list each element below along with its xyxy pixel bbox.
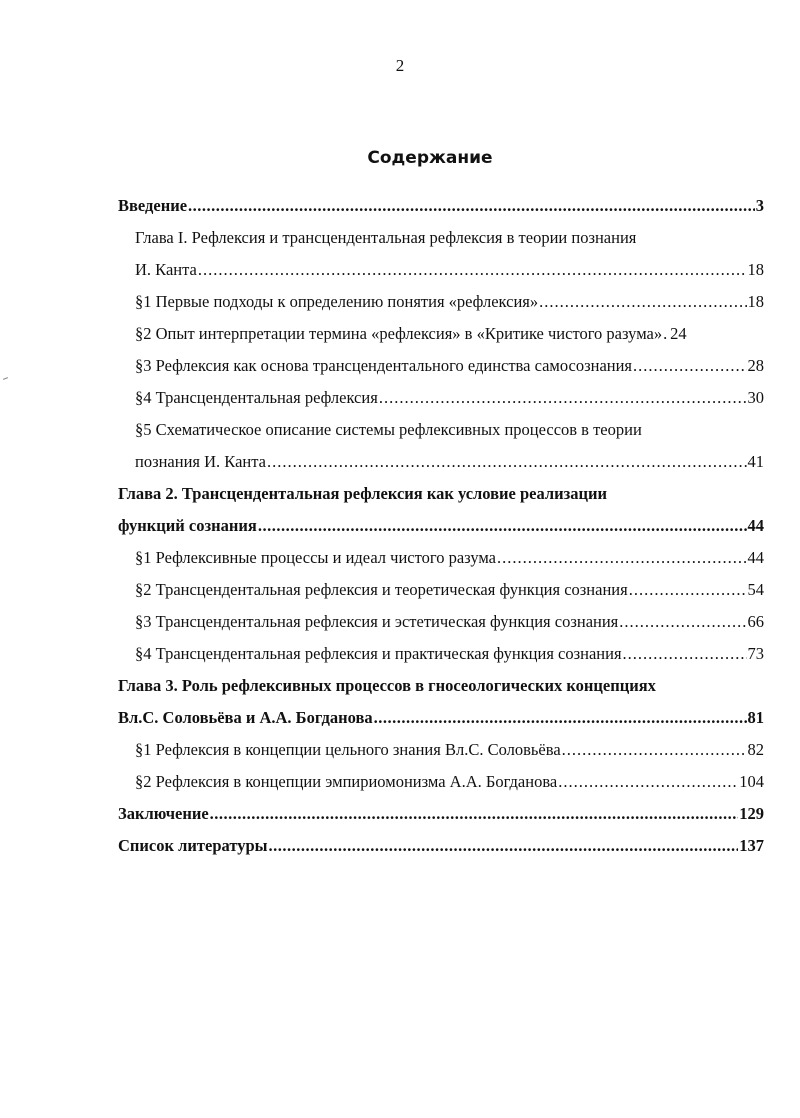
leader-dots: [623, 642, 747, 666]
toc-entry-text: §1 Рефлексия в концепции цельного знания Вл.С. Соловьёва: [135, 740, 561, 759]
leader-dots: [267, 450, 747, 474]
toc-entry-text: §3 Трансцендентальная рефлексия и эстетическая функция сознания: [135, 612, 619, 631]
toc-entry-text: Глава 2. Трансцендентальная рефлексия как условие реализации: [118, 484, 608, 503]
toc-entry-text: познания И. Канта: [135, 452, 266, 471]
toc-entry-ch1-s1[interactable]: [118, 290, 764, 322]
toc-entry-text: Глава I. Рефлексия и трансцендентальная рефлексия в теории познания: [135, 228, 637, 247]
toc-entry-chapter-1-cont[interactable]: [118, 258, 764, 290]
leader-dots: [539, 290, 746, 314]
toc-entry-chapter-2[interactable]: [118, 482, 764, 514]
toc-entry-conclusion[interactable]: [118, 802, 764, 834]
toc-entry-chapter-3[interactable]: [118, 674, 764, 706]
leader-dots: [633, 354, 746, 378]
toc-entry-ch1-s2[interactable]: [118, 322, 764, 354]
leader-dots: [562, 738, 747, 762]
toc-entry-page: 24: [670, 324, 687, 343]
leader-dots: [210, 802, 739, 826]
leader-dots: [258, 514, 747, 538]
toc-entry-text: §4 Трансцендентальная рефлексия: [135, 388, 378, 407]
leader-dots: [198, 258, 747, 282]
toc-entry-ch1-s3[interactable]: [118, 354, 764, 386]
leader-dots: [379, 386, 747, 410]
toc-entry-introduction[interactable]: [118, 194, 764, 226]
toc-entry-chapter-2-cont[interactable]: [118, 514, 764, 546]
toc-entry-page: 18: [747, 260, 764, 279]
toc-entry-text: §5 Схематическое описание системы рефлексивных процессов в теории: [135, 420, 642, 439]
toc-entry-chapter-3-cont[interactable]: [118, 706, 764, 738]
toc-entry-page: 129: [739, 804, 764, 823]
toc-entry-page: 28: [747, 356, 764, 375]
leader-dots: [497, 546, 746, 570]
toc-entry-page: 30: [747, 388, 764, 407]
toc-entry-text: §2 Рефлексия в концепции эмпириомонизма А.А. Богданова: [135, 772, 558, 791]
leader-dots: [663, 322, 669, 346]
toc-entry-page: 18: [747, 292, 764, 311]
toc-entry-ch2-s3[interactable]: [118, 610, 764, 642]
page-number: 2: [395, 56, 405, 75]
toc-entry-text: Вл.С. Соловьёва и А.А. Богданова: [118, 708, 373, 727]
toc-entry-page: 3: [755, 196, 764, 215]
toc-entry-page: 73: [747, 644, 764, 663]
toc-entry-ch3-s1[interactable]: [118, 738, 764, 770]
scan-speck: [3, 377, 8, 380]
toc-entry-ch2-s2[interactable]: [118, 578, 764, 610]
toc-entry-text: Список литературы: [118, 836, 268, 855]
toc-entry-page: 81: [747, 708, 764, 727]
toc-entry-page: 137: [739, 836, 764, 855]
toc-entry-ch1-s4[interactable]: [118, 386, 764, 418]
toc-entry-text: функций сознания: [118, 516, 257, 535]
toc-entry-text: §2 Трансцендентальная рефлексия и теоретическая функция сознания: [135, 580, 628, 599]
toc-entry-ch1-s5-cont[interactable]: [118, 450, 764, 482]
toc-entry-text: Введение: [118, 196, 188, 215]
toc-entry-page: 66: [747, 612, 764, 631]
toc-entry-text: §2 Опыт интерпретации термина «рефлексия» в «Критике чистого разума»: [135, 324, 663, 343]
toc-entry-text: И. Канта: [135, 260, 197, 279]
toc-title: Содержание: [367, 148, 493, 168]
toc-entry-text: §3 Рефлексия как основа трансцендентального единства самосознания: [135, 356, 633, 375]
toc-entry-ch1-s5[interactable]: [118, 418, 764, 450]
toc-entry-page: 82: [747, 740, 764, 759]
leader-dots: [629, 578, 747, 602]
toc-entry-ch3-s2[interactable]: [118, 770, 764, 802]
leader-dots: [269, 834, 739, 858]
leader-dots: [619, 610, 746, 634]
toc-entry-bibliography[interactable]: [118, 834, 764, 866]
toc-entry-page: 41: [747, 452, 764, 471]
toc-entry-text: Заключение: [118, 804, 209, 823]
toc-entry-page: 54: [747, 580, 764, 599]
leader-dots: [188, 194, 755, 218]
toc-entry-page: 104: [739, 772, 764, 791]
toc-entry-ch2-s1[interactable]: [118, 546, 764, 578]
toc-entry-page: 44: [747, 548, 764, 567]
table-of-contents: [118, 194, 764, 866]
leader-dots: [558, 770, 738, 794]
toc-entry-chapter-1[interactable]: [118, 226, 764, 258]
toc-entry-text: Глава 3. Роль рефлексивных процессов в гносеологических концепциях: [118, 676, 656, 695]
toc-entry-text: §1 Рефлексивные процессы и идеал чистого разума: [135, 548, 497, 567]
toc-entry-text: §1 Первые подходы к определению понятия «рефлексия»: [135, 292, 539, 311]
toc-entry-ch2-s4[interactable]: [118, 642, 764, 674]
toc-entry-page: 44: [747, 516, 764, 535]
toc-entry-text: §4 Трансцендентальная рефлексия и практическая функция сознания: [135, 644, 622, 663]
leader-dots: [374, 706, 747, 730]
